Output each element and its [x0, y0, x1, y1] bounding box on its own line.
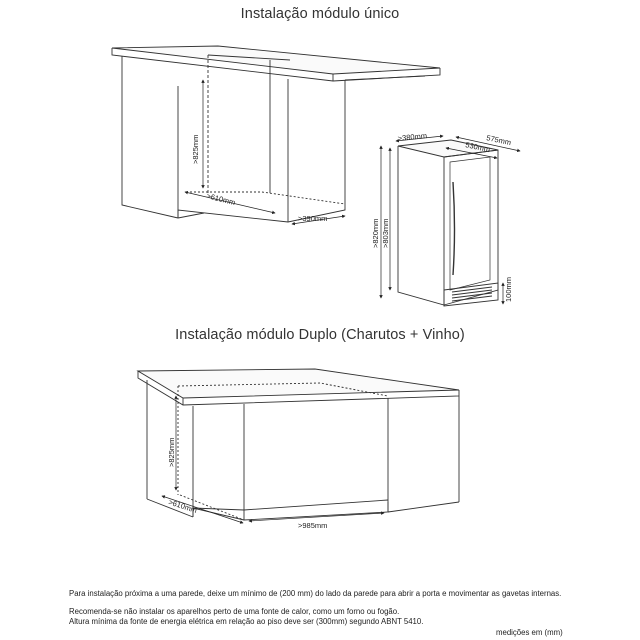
double-dimension-lines: [162, 396, 384, 523]
appliance-depth-total-label: 575mm: [485, 133, 512, 148]
double-width-label: >985mm: [298, 521, 328, 530]
appliance-base-height-label: 100mm: [504, 276, 513, 302]
single-dimension-lines: [185, 80, 345, 224]
note-heat-source: Recomenda-se não instalar os aparelhos perto de uma fonte de calor, como um forno ou fogão.: [69, 607, 400, 616]
note-wall-clearance: Para instalação próxima a uma parede, deixe um mínimo de (200 mm) do lado da parede para abrir a porta e movimentar as gavetas internas.: [69, 589, 562, 598]
title-single-module: Instalação módulo único: [240, 6, 400, 22]
double-depth-label: >610mm: [167, 497, 199, 515]
appliance-height-body-label: >803mm: [381, 218, 390, 248]
single-depth-label: >610mm: [205, 191, 237, 208]
appliance-width-label: >380mm: [397, 130, 428, 143]
appliance-height-total-label: >820mm: [371, 218, 380, 248]
appliance-depth-body-label: 530mm: [464, 140, 491, 155]
appliance-drawing: [398, 140, 498, 306]
single-cabinet: [112, 46, 440, 222]
appliance-dimension-lines: [381, 136, 520, 304]
single-width-label: >390mm: [298, 214, 328, 223]
single-height-label: >825mm: [191, 134, 200, 164]
units-note: medições em (mm): [496, 628, 563, 637]
double-cabinet: [138, 369, 459, 520]
double-height-label: >825mm: [167, 437, 176, 467]
title-double-module: Instalação módulo Duplo (Charutos + Vinho): [175, 327, 465, 343]
note-power-outlet-height: Altura mínima da fonte de energia elétrica em relação ao piso deve ser (300mm) segundo ABNT 5410.: [69, 617, 424, 626]
